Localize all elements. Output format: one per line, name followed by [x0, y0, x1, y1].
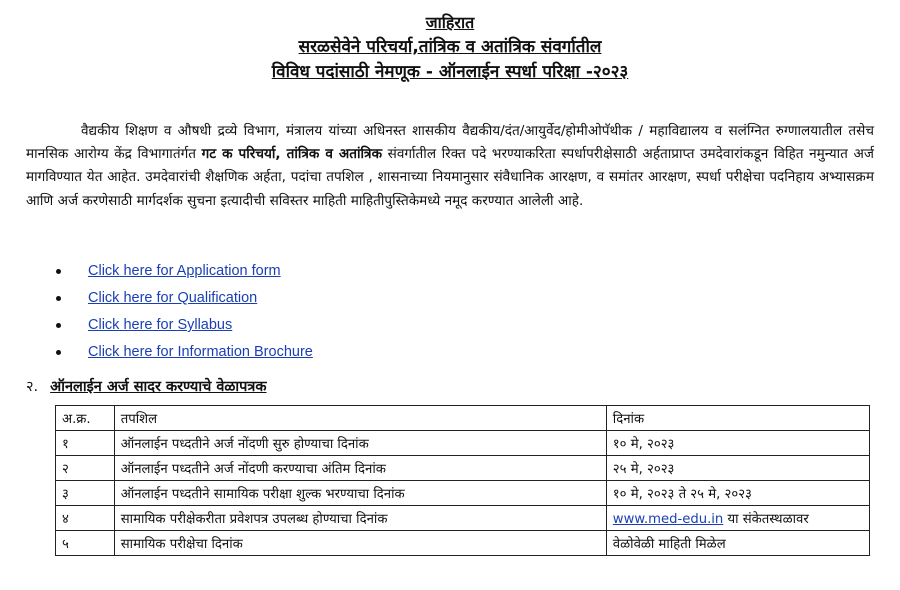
- row-serial: ३: [56, 481, 115, 506]
- qualification-link[interactable]: Click here for Qualification: [88, 290, 258, 306]
- table-row: [56, 431, 870, 456]
- table-row: [56, 506, 870, 531]
- row-details: ऑनलाईन पध्दतीने अर्ज नोंदणी सुरु होण्याचा दिनांक: [114, 431, 606, 456]
- intro-text-2: संवर्गातील रिक्त पदे भरण्याकरिता स्पर्धापरीक्षेसाठी अर्हताप्राप्त उमदेवारांकडून विहित नमुन्यात अर्ज मागविण्यात येत आहेत. उमदेवारांची शैक्षणिक अर्हता, पदांचा तपशिल , शासनाच्या नियमानुसार संवैधानिक आरक्षण, व समांतर आरक्षण, स्पर्धा परीक्षेचा पदनिहाय अभ्यासक्रम आणि अर्ज करणेसाठी मार्गदर्शक सुचना इत्यादीची सविस्तर माहिती माहितीपुस्तिकेमध्ये नमूद करण्यात आलेली आहे.: [26, 146, 874, 209]
- table-row: [56, 456, 870, 481]
- intro-text-1: वैद्यकीय शिक्षण व औषधी द्रव्ये विभाग, मंत्रालय यांच्या अधिनस्त शासकीय वैद्यकीय/दंत/आयुर्वेद/होमीओपॅथीक / महाविद्यालय व सलंग्नित रुग्णालयातील तसेच मानसिक आरोग्य केंद्र विभागातंर्गत: [26, 123, 874, 163]
- row-date: [606, 506, 869, 531]
- row-date: २५ मे, २०२३: [606, 456, 869, 481]
- row-serial: २: [56, 456, 115, 481]
- header-details: तपशिल: [114, 406, 606, 431]
- row-serial: १: [56, 431, 115, 456]
- row-details: ऑनलाईन पध्दतीने अर्ज नोंदणी करण्याचा अंतिम दिनांक: [114, 456, 606, 481]
- row-date: १० मे, २०२३: [606, 431, 869, 456]
- section-title: ऑनलाईन अर्ज सादर करण्याचे वेळापत्रक: [50, 379, 267, 395]
- bullet-icon: [56, 323, 61, 328]
- row-details: सामायिक परीक्षेचा दिनांक: [114, 531, 606, 556]
- row-date: १० मे, २०२३ ते २५ मे, २०२३: [606, 481, 869, 506]
- section-number: २.: [26, 379, 39, 395]
- header-date: दिनांक: [606, 406, 869, 431]
- information-brochure-link[interactable]: Click here for Information Brochure: [88, 344, 313, 360]
- list-item: [50, 339, 313, 366]
- row-serial: ५: [56, 531, 115, 556]
- list-item: [50, 312, 313, 339]
- syllabus-link[interactable]: Click here for Syllabus: [88, 317, 233, 333]
- table-row: [56, 481, 870, 506]
- table-header-row: [56, 406, 870, 431]
- application-form-link[interactable]: Click here for Application form: [88, 263, 281, 279]
- schedule-table: [55, 405, 870, 556]
- row-details: सामायिक परीक्षेकरीता प्रवेशपत्र उपलब्ध होण्याचा दिनांक: [114, 506, 606, 531]
- bullet-icon: [56, 296, 61, 301]
- notice-title: जाहिरात: [425, 13, 475, 32]
- website-link[interactable]: www.med-edu.in: [612, 512, 724, 527]
- row-date: वेळोवेळी माहिती मिळेल: [606, 531, 869, 556]
- header-serial: अ.क्र.: [56, 406, 115, 431]
- notice-subtitle-2: विविध पदांसाठी नेमणूक - ऑनलाईन स्पर्धा परिक्षा -२०२३: [271, 62, 629, 82]
- list-item: [50, 285, 313, 312]
- website-link-suffix: या संकेतस्थळावर: [723, 512, 809, 527]
- link-list: [50, 258, 313, 366]
- notice-header: [0, 10, 900, 85]
- row-details: ऑनलाईन पध्दतीने सामायिक परीक्षा शुल्क भरण्याचा दिनांक: [114, 481, 606, 506]
- intro-paragraph: [26, 120, 874, 213]
- list-item: [50, 258, 313, 285]
- notice-subtitle: सरळसेवेने परिचर्या,तांत्रिक व अतांत्रिक संवर्गातील: [298, 37, 602, 57]
- schedule-heading: [26, 376, 267, 398]
- intro-bold-text: गट क परिचर्या, तांत्रिक व अतांत्रिक: [201, 146, 383, 163]
- table-row: [56, 531, 870, 556]
- bullet-icon: [56, 269, 61, 274]
- bullet-icon: [56, 350, 61, 355]
- row-serial: ४: [56, 506, 115, 531]
